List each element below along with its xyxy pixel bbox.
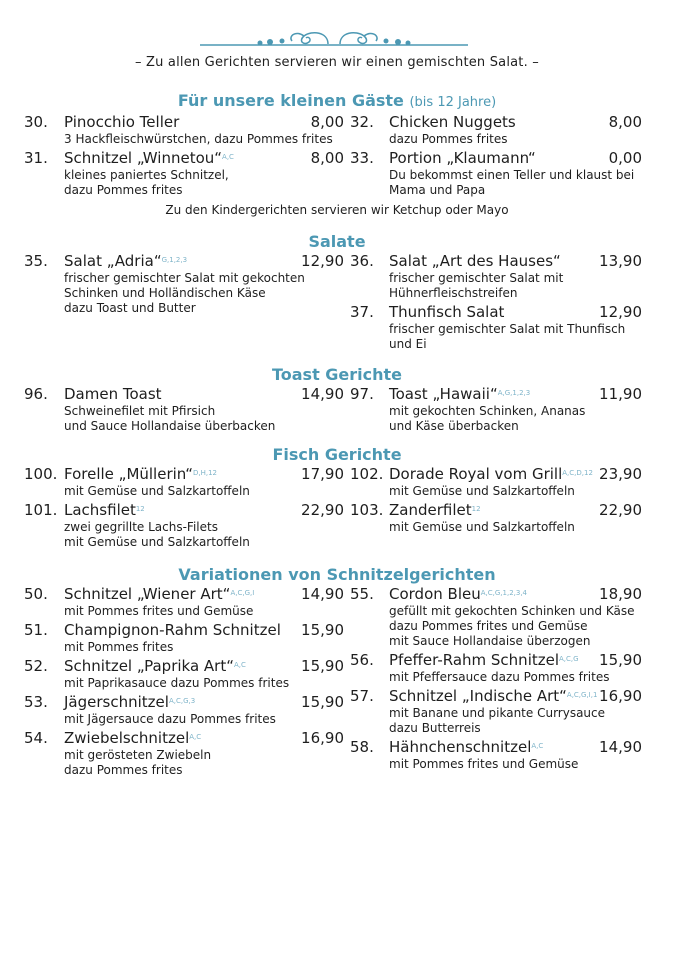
item-number: 55. xyxy=(350,585,374,603)
description-line: und Käse überbacken xyxy=(389,419,519,433)
item-name-text: Pinocchio Teller xyxy=(64,113,180,131)
description-line: gefüllt mit gekochten Schinken und Käse xyxy=(389,604,635,618)
item-description xyxy=(64,604,344,619)
item-price: 22,90 xyxy=(599,501,642,519)
item-number: 36. xyxy=(350,252,374,270)
item-number: 30. xyxy=(24,113,48,131)
description-line: 3 Hackfleischwürstchen, dazu Pommes frites xyxy=(64,132,333,146)
description-line: mit Paprikasauce dazu Pommes frites xyxy=(64,676,290,690)
item-price: 14,90 xyxy=(301,385,344,403)
item-price: 8,00 xyxy=(310,113,344,131)
item-number: 51. xyxy=(24,621,48,639)
item-description xyxy=(64,484,344,499)
menu-columns xyxy=(0,113,674,200)
allergen-codes: A,C,G,I,1 xyxy=(566,691,598,699)
description-line: und Ei xyxy=(389,337,427,351)
menu-item xyxy=(350,585,642,649)
item-name-text: Cordon Bleu xyxy=(389,585,481,603)
item-name-text: Pfeffer-Rahm Schnitzel xyxy=(389,651,560,669)
item-name xyxy=(389,252,599,271)
section-title xyxy=(0,91,674,113)
intro-note: – Zu allen Gerichten servieren wir einen gemischten Salat. – xyxy=(135,55,539,70)
item-number: 31. xyxy=(24,149,48,167)
item-name-text: Schnitzel „Winnetou“ xyxy=(64,149,223,167)
item-name xyxy=(389,738,599,757)
item-price: 15,90 xyxy=(599,651,642,669)
item-description xyxy=(389,604,642,649)
allergen-codes: A,C xyxy=(222,153,234,161)
menu-item xyxy=(350,252,642,301)
item-number: 56. xyxy=(350,651,374,669)
item-number: 32. xyxy=(350,113,374,131)
description-line: Du bekommst einen Teller und klaust bei xyxy=(389,168,635,182)
description-line: dazu Pommes frites und Gemüse xyxy=(389,619,588,633)
item-description xyxy=(389,757,642,772)
allergen-codes: A,C xyxy=(234,661,246,669)
item-name xyxy=(389,585,599,604)
item-number: 97. xyxy=(350,385,374,403)
item-name xyxy=(64,693,301,712)
description-line: mit Gemüse und Salzkartoffeln xyxy=(64,535,250,549)
item-name xyxy=(64,729,301,748)
item-description xyxy=(64,676,344,691)
item-number: 35. xyxy=(24,252,48,270)
item-number: 33. xyxy=(350,149,374,167)
item-name-text: Zanderfilet xyxy=(389,501,472,519)
item-name xyxy=(64,621,301,640)
description-line: mit gerösteten Zwiebeln xyxy=(64,748,212,762)
item-description xyxy=(64,520,344,550)
menu-item xyxy=(350,113,642,147)
item-name-text: Salat „Art des Hauses“ xyxy=(389,252,561,270)
item-price: 0,00 xyxy=(608,149,642,167)
item-price: 15,90 xyxy=(301,621,344,639)
item-description xyxy=(389,484,642,499)
menu-item xyxy=(350,149,642,198)
description-line: kleines paniertes Schnitzel, xyxy=(64,168,229,182)
item-description xyxy=(64,132,344,147)
item-description xyxy=(64,748,344,778)
item-name xyxy=(389,303,599,322)
item-price: 15,90 xyxy=(301,693,344,711)
menu-item xyxy=(24,465,344,499)
menu-item xyxy=(350,738,642,772)
menu-columns xyxy=(0,585,674,780)
section-title xyxy=(0,565,674,585)
item-description xyxy=(64,404,344,434)
item-name xyxy=(64,585,301,604)
item-name-text: Toast „Hawaii“ xyxy=(389,385,498,403)
allergen-codes: A,C,G,I xyxy=(230,589,255,597)
item-price: 14,90 xyxy=(301,585,344,603)
description-line: frischer gemischter Salat mit xyxy=(389,271,564,285)
item-description xyxy=(389,271,642,301)
item-number: 100. xyxy=(24,465,58,483)
menu-item xyxy=(24,385,344,434)
item-number: 102. xyxy=(350,465,384,483)
item-name xyxy=(64,501,301,520)
menu-column-left xyxy=(24,585,344,780)
item-description xyxy=(389,670,642,685)
item-name-text: Schnitzel „Indische Art“ xyxy=(389,687,567,705)
menu-item xyxy=(350,651,642,685)
allergen-codes: A,C xyxy=(531,742,544,750)
description-line: mit Gemüse und Salzkartoffeln xyxy=(389,484,575,498)
section-kids xyxy=(0,91,674,218)
description-line: mit Gemüse und Salzkartoffeln xyxy=(389,520,575,534)
item-name xyxy=(389,149,609,168)
section-title-text: Fisch Gerichte xyxy=(272,445,402,464)
item-price: 16,90 xyxy=(599,687,642,705)
item-number: 50. xyxy=(24,585,48,603)
item-name-text: Champignon-Rahm Schnitzel xyxy=(64,621,281,639)
description-line: mit Pommes frites und Gemüse xyxy=(389,757,579,771)
item-name-text: Portion „Klaumann“ xyxy=(389,149,536,167)
item-description xyxy=(389,404,642,434)
menu-column-left xyxy=(24,465,344,552)
item-name xyxy=(64,113,311,132)
item-price: 12,90 xyxy=(599,303,642,321)
description-line: Mama und Papa xyxy=(389,183,486,197)
item-name-text: Schnitzel „Paprika Art“ xyxy=(64,657,234,675)
item-number: 96. xyxy=(24,385,48,403)
item-number: 37. xyxy=(350,303,374,321)
item-price: 16,90 xyxy=(301,729,344,747)
allergen-codes: A,C,G,3 xyxy=(168,697,196,705)
menu-column-right xyxy=(350,385,642,436)
menu-item xyxy=(24,585,344,619)
section-subtitle: (bis 12 Jahre) xyxy=(409,95,497,110)
menu-column-left xyxy=(24,385,344,436)
description-line: dazu Pommes frites xyxy=(64,763,183,777)
menu-item xyxy=(24,621,344,655)
item-name xyxy=(64,657,301,676)
ornament-divider-icon xyxy=(200,26,470,52)
description-line: Schinken und Holländischen Käse xyxy=(64,286,266,300)
menu-item xyxy=(350,687,642,736)
item-name xyxy=(389,113,609,132)
item-description xyxy=(389,168,642,198)
item-number: 52. xyxy=(24,657,48,675)
section-title-text: Salate xyxy=(308,232,366,251)
item-description xyxy=(389,520,642,535)
item-description xyxy=(64,640,344,655)
menu-columns xyxy=(0,385,674,436)
menu-item xyxy=(350,385,642,434)
description-line: mit Banane und pikante Currysauce xyxy=(389,706,606,720)
item-number: 103. xyxy=(350,501,384,519)
item-price: 8,00 xyxy=(608,113,642,131)
menu-item xyxy=(24,657,344,691)
description-line: dazu Pommes frites xyxy=(389,132,508,146)
item-name-text: Lachsfilet xyxy=(64,501,136,519)
section-note: Zu den Kindergerichten servieren wir Ketchup oder Mayo xyxy=(165,203,509,217)
allergen-codes: A,C,D,12 xyxy=(562,469,593,477)
description-line: dazu Butterreis xyxy=(389,721,481,735)
menu-item xyxy=(24,149,344,198)
item-price: 13,90 xyxy=(599,252,642,270)
item-name xyxy=(389,385,599,404)
item-description xyxy=(389,322,642,352)
item-description xyxy=(389,706,642,736)
item-description xyxy=(64,168,344,198)
item-name-text: Salat „Adria“ xyxy=(64,252,162,270)
allergen-codes: A,C xyxy=(189,733,202,741)
item-name-text: Chicken Nuggets xyxy=(389,113,516,131)
section-fish xyxy=(0,445,674,552)
description-line: Hühnerfleischstreifen xyxy=(389,286,518,300)
description-line: frischer gemischter Salat mit gekochten xyxy=(64,271,305,285)
description-line: Schweinefilet mit Pfirsich xyxy=(64,404,216,418)
item-name-text: Thunfisch Salat xyxy=(389,303,505,321)
description-line: frischer gemischter Salat mit Thunfisch xyxy=(389,322,626,336)
section-title-text: Toast Gerichte xyxy=(271,365,403,384)
description-line: mit Jägersauce dazu Pommes frites xyxy=(64,712,276,726)
item-name-text: Damen Toast xyxy=(64,385,162,403)
section-title xyxy=(0,365,674,385)
section-salads xyxy=(0,232,674,354)
description-line: dazu Toast und Butter xyxy=(64,301,196,315)
description-line: zwei gegrillte Lachs-Filets xyxy=(64,520,218,534)
menu-item xyxy=(24,252,344,316)
allergen-codes: 12 xyxy=(135,505,145,513)
allergen-codes: A,G,1,2,3 xyxy=(497,389,531,397)
menu-item xyxy=(24,113,344,147)
item-name-text: Zwiebelschnitzel xyxy=(64,729,190,747)
menu-column-right xyxy=(350,252,642,354)
allergen-codes: A,C,G,1,2,3,4 xyxy=(480,589,527,597)
item-name xyxy=(389,465,599,484)
menu-item xyxy=(350,465,642,499)
item-price: 22,90 xyxy=(301,501,344,519)
description-line: und Sauce Hollandaise überbacken xyxy=(64,419,276,433)
description-line: mit Pommes frites xyxy=(64,640,174,654)
item-name xyxy=(64,252,301,271)
item-name xyxy=(389,651,599,670)
allergen-codes: A,C,G xyxy=(559,655,579,663)
menu-columns xyxy=(0,465,674,552)
menu-item xyxy=(24,729,344,778)
item-description xyxy=(389,132,642,147)
description-line: dazu Pommes frites xyxy=(64,183,183,197)
item-price: 14,90 xyxy=(599,738,642,756)
allergen-codes: G,1,2,3 xyxy=(161,256,188,264)
menu-item xyxy=(350,303,642,352)
menu-column-right xyxy=(350,113,642,200)
menu-item xyxy=(24,693,344,727)
item-number: 53. xyxy=(24,693,48,711)
section-title xyxy=(0,232,674,252)
section-schnitzel xyxy=(0,565,674,780)
item-name-text: Dorade Royal vom Grill xyxy=(389,465,563,483)
description-line: mit Pfeffersauce dazu Pommes frites xyxy=(389,670,610,684)
item-price: 11,90 xyxy=(599,385,642,403)
menu-item xyxy=(350,501,642,535)
item-name xyxy=(64,465,301,484)
item-name xyxy=(389,501,599,520)
menu-item xyxy=(24,501,344,550)
item-name xyxy=(64,385,301,404)
section-title xyxy=(0,445,674,465)
allergen-codes: D,H,12 xyxy=(192,469,217,477)
item-price: 18,90 xyxy=(599,585,642,603)
item-price: 17,90 xyxy=(301,465,344,483)
section-title-text: Für unsere kleinen Gäste xyxy=(177,91,404,110)
menu-column-right xyxy=(350,585,642,780)
section-toast xyxy=(0,365,674,436)
allergen-codes: 12 xyxy=(471,505,481,513)
description-line: mit Sauce Hollandaise überzogen xyxy=(389,634,591,648)
description-line: mit gekochten Schinken, Ananas xyxy=(389,404,586,418)
item-description xyxy=(64,712,344,727)
menu-column-right xyxy=(350,465,642,552)
item-name-text: Schnitzel „Wiener Art“ xyxy=(64,585,231,603)
description-line: mit Gemüse und Salzkartoffeln xyxy=(64,484,250,498)
item-description xyxy=(64,271,344,316)
menu-columns xyxy=(0,252,674,354)
item-price: 15,90 xyxy=(301,657,344,675)
item-price: 8,00 xyxy=(310,149,344,167)
item-number: 57. xyxy=(350,687,374,705)
description-line: mit Pommes frites und Gemüse xyxy=(64,604,254,618)
menu-column-left xyxy=(24,113,344,200)
item-number: 58. xyxy=(350,738,374,756)
item-price: 23,90 xyxy=(599,465,642,483)
item-name-text: Hähnchenschnitzel xyxy=(389,738,532,756)
item-number: 101. xyxy=(24,501,58,519)
item-name-text: Forelle „Müllerin“ xyxy=(64,465,193,483)
menu-column-left xyxy=(24,252,344,354)
item-number: 54. xyxy=(24,729,48,747)
item-price: 12,90 xyxy=(301,252,344,270)
section-title-text: Variationen von Schnitzelgerichten xyxy=(178,565,496,584)
item-name xyxy=(64,149,311,168)
item-name xyxy=(389,687,599,706)
item-name-text: Jägerschnitzel xyxy=(64,693,169,711)
